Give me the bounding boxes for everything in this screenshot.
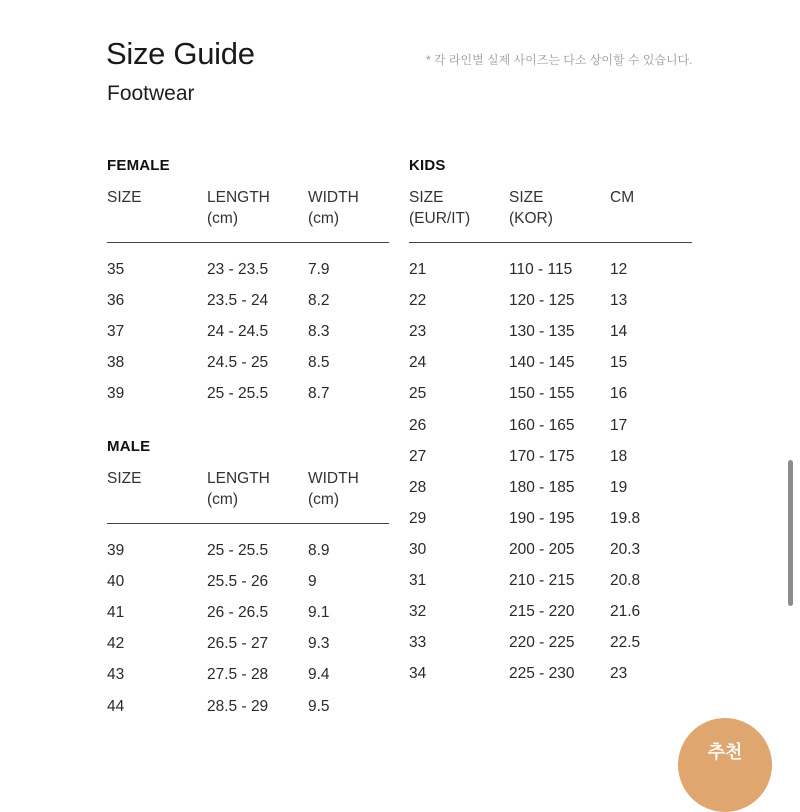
kids-table-cell: 20.8 [610, 572, 641, 589]
male-table-cell: 43 [107, 666, 125, 684]
kids-table-cell: 30 [409, 540, 427, 558]
kids-table-cell: 130 - 135 [509, 323, 575, 341]
female-table-cell: 8.7 [308, 385, 330, 403]
kids-table-cell: 190 - 195 [509, 509, 575, 527]
female-table-cell: 37 [107, 323, 125, 341]
kids-table-cell: 23 [409, 323, 427, 341]
kids-table-cell: 140 - 145 [509, 354, 575, 372]
male-table-cell: 44 [107, 697, 125, 715]
female-header-size: SIZE [107, 189, 142, 206]
male-table-cell: 25 - 25.5 [207, 542, 269, 559]
kids-table-cell: 20.3 [610, 540, 641, 558]
male-table-cell: 28.5 - 29 [207, 697, 269, 715]
female-table-cell: 23 - 23.5 [207, 261, 269, 278]
male-table-cell: 40 [107, 573, 125, 591]
kids-header-size-kor: SIZE (KOR) [509, 189, 553, 227]
kids-table-cell: 220 - 225 [509, 634, 575, 652]
kids-table-cell: 170 - 175 [509, 447, 575, 465]
female-table-cell: 7.9 [308, 261, 330, 278]
female-table-cell: 35 [107, 261, 125, 278]
male-table-cell: 26 - 26.5 [207, 604, 269, 622]
male-header-length: LENGTH (cm) [207, 470, 270, 508]
kids-table-cell: 32 [409, 603, 427, 621]
female-header-length: LENGTH (cm) [207, 189, 270, 227]
kids-table-cell: 16 [610, 385, 628, 403]
size-disclaimer-note: * 각 라인별 실제 사이즈는 다소 상이할 수 있습니다. [426, 53, 693, 67]
kids-table-cell: 17 [610, 416, 628, 434]
male-header-divider [107, 523, 389, 524]
page-title: Size Guide [106, 36, 255, 71]
kids-table-cell: 13 [610, 292, 628, 310]
female-table-cell: 23.5 - 24 [207, 292, 269, 310]
kids-table-cell: 210 - 215 [509, 572, 575, 589]
kids-table-cell: 23 [610, 665, 628, 683]
male-section-title: MALE [107, 438, 151, 455]
female-table-cell: 24 - 24.5 [207, 323, 269, 341]
kids-table-cell: 31 [409, 572, 427, 589]
kids-table-cell: 110 - 115 [509, 261, 573, 278]
kids-header-cm: CM [610, 189, 635, 206]
kids-header-divider [409, 242, 692, 243]
female-header-width: WIDTH (cm) [308, 189, 359, 227]
kids-table-cell: 28 [409, 478, 427, 496]
male-table-cell: 41 [107, 604, 125, 622]
kids-table-cell: 150 - 155 [509, 385, 575, 403]
male-table-cell: 9 [308, 573, 317, 591]
kids-table-cell: 26 [409, 416, 427, 434]
female-table-cell: 24.5 - 25 [207, 354, 269, 372]
female-section-title: FEMALE [107, 157, 170, 174]
kids-section-title: KIDS [409, 157, 446, 174]
recommend-floating-button[interactable]: 추천 [678, 718, 772, 812]
kids-table-cell: 22 [409, 292, 427, 310]
kids-table-cell: 21 [409, 261, 427, 278]
male-table-cell: 9.1 [308, 604, 330, 622]
male-table-cell: 42 [107, 635, 125, 653]
kids-table-cell: 21.6 [610, 603, 641, 621]
female-table-cell: 8.3 [308, 323, 330, 341]
kids-table-cell: 12 [610, 261, 628, 278]
kids-table-cell: 29 [409, 509, 427, 527]
page-subtitle: Footwear [107, 82, 195, 105]
vertical-scrollbar[interactable] [788, 460, 793, 606]
female-table-cell: 38 [107, 354, 125, 372]
female-table-cell: 8.2 [308, 292, 330, 310]
kids-table-cell: 225 - 230 [509, 665, 575, 683]
kids-table-cell: 160 - 165 [509, 416, 575, 434]
kids-table-cell: 215 - 220 [509, 603, 575, 621]
kids-table-cell: 18 [610, 447, 628, 465]
kids-table-cell: 120 - 125 [509, 292, 575, 310]
kids-table-cell: 27 [409, 447, 427, 465]
male-header-width: WIDTH (cm) [308, 470, 359, 508]
male-table-cell: 25.5 - 26 [207, 573, 269, 591]
female-header-divider [107, 242, 389, 243]
kids-table-cell: 22.5 [610, 634, 641, 652]
female-table-cell: 25 - 25.5 [207, 385, 269, 403]
kids-table-cell: 14 [610, 323, 628, 341]
female-table-cell: 39 [107, 385, 125, 403]
female-table-cell: 36 [107, 292, 125, 310]
male-table-cell: 26.5 - 27 [207, 635, 269, 653]
male-table-cell: 9.5 [308, 697, 330, 715]
kids-table-cell: 25 [409, 385, 427, 403]
male-table-cell: 9.3 [308, 635, 330, 653]
male-table-cell: 8.9 [308, 542, 330, 559]
male-table-cell: 39 [107, 542, 125, 559]
kids-header-size-eur-it: SIZE (EUR/IT) [409, 189, 471, 227]
kids-table-cell: 33 [409, 634, 427, 652]
female-table-cell: 8.5 [308, 354, 330, 372]
kids-table-cell: 34 [409, 665, 427, 683]
male-table-cell: 9.4 [308, 666, 330, 684]
kids-table-cell: 200 - 205 [509, 540, 575, 558]
kids-table-cell: 24 [409, 354, 427, 372]
kids-table-cell: 15 [610, 354, 628, 372]
kids-table-cell: 180 - 185 [509, 478, 575, 496]
male-table-cell: 27.5 - 28 [207, 666, 269, 684]
male-header-size: SIZE [107, 470, 142, 487]
kids-table-cell: 19.8 [610, 509, 641, 527]
kids-table-cell: 19 [610, 478, 628, 496]
